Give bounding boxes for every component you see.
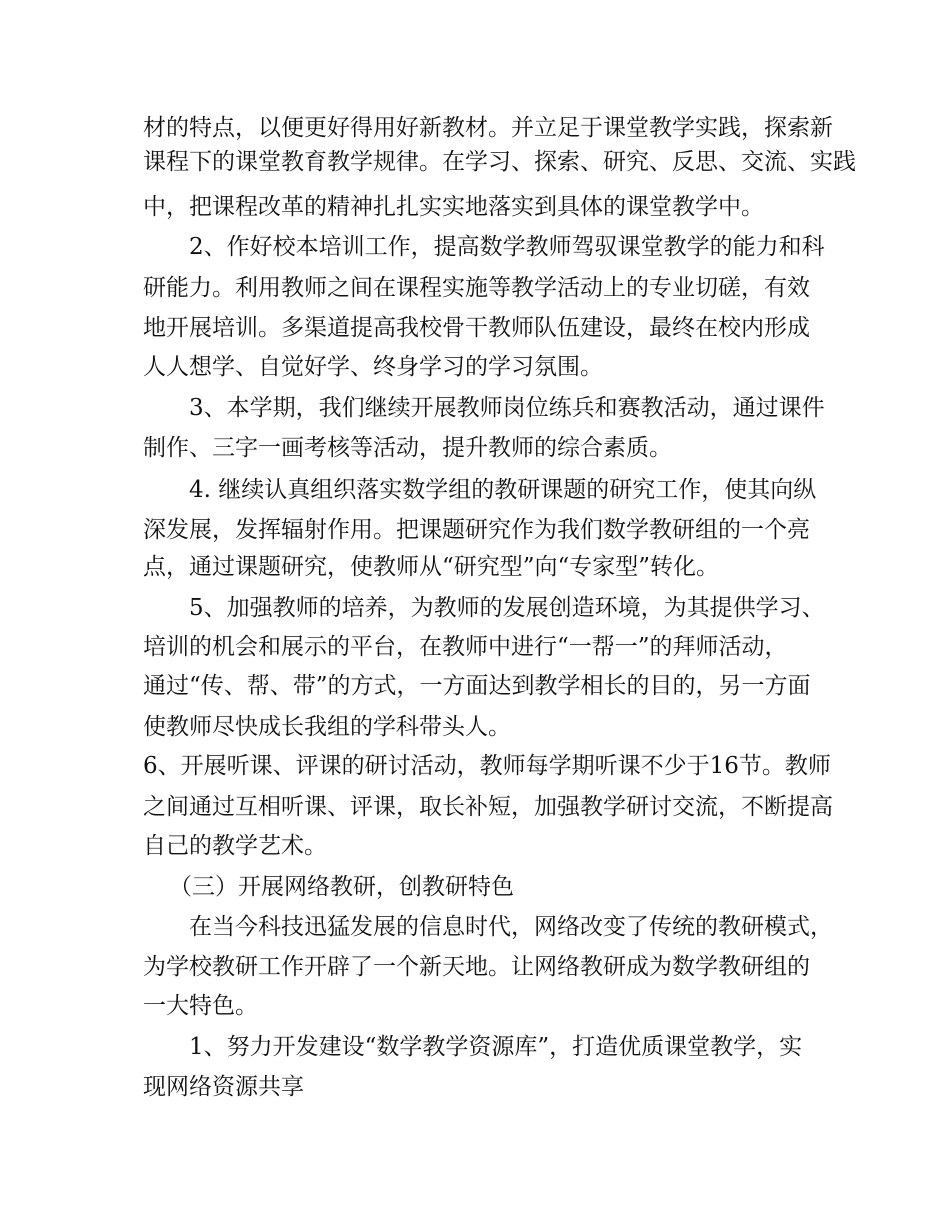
text-line: 培训的机会和展示的平台，在教师中进行“一帮一”的拜师活动， — [143, 634, 788, 660]
text-line: 课程下的课堂教育教学规律。在学习、探索、研究、反思、交流、实践 — [143, 149, 856, 175]
text-line: 地开展培训。多渠道提高我校骨干教师队伍建设，最终在校内形成 — [143, 315, 810, 341]
text-line: 在当今科技迅猛发展的信息时代，网络改变了传统的教研模式， — [189, 914, 833, 940]
text-line: 研能力。利用教师之间在课程实施等教学活动上的专业切磋，有效 — [143, 275, 810, 301]
text-line: 4. 继续认真组织落实数学组的教研课题的研究工作，使其向纵 — [189, 477, 817, 503]
text-line: 中，把课程改革的精神扎扎实实地落实到具体的课堂教学中。 — [143, 194, 764, 220]
text-line: 之间通过互相听课、评课，取长补短，加强教学研讨交流，不断提高 — [143, 794, 833, 820]
text-line: 1、努力开发建设“数学教学资源库”，打造优质课堂教学，实 — [189, 1034, 803, 1060]
text-line: 3、本学期，我们继续开展教师岗位练兵和赛教活动，通过课件 — [189, 395, 825, 421]
text-line: 使教师尽快成长我组的学科带头人。 — [143, 714, 511, 740]
text-line: 5、加强教师的培养，为教师的发展创造环境，为其提供学习、 — [189, 595, 825, 621]
text-line: 点，通过课题研究，使教师从“研究型”向“专家型”转化。 — [143, 554, 720, 580]
text-line: 2、作好校本培训工作，提高数学教师驾驭课堂教学的能力和科 — [189, 234, 825, 260]
text-line: 通过“传、帮、带”的方式，一方面达到教学相长的目的，另一方面 — [143, 673, 811, 699]
text-line: 现网络资源共享 — [143, 1074, 304, 1100]
text-line: 深发展，发挥辐射作用。把课题研究作为我们数学教研组的一个亮 — [143, 517, 810, 543]
text-line: 自己的教学艺术。 — [143, 833, 327, 859]
text-line: 材的特点，以便更好得用好新教材。并立足于课堂教学实践，探索新 — [143, 115, 833, 141]
text-line: 为学校教研工作开辟了一个新天地。让网络教研成为数学教研组的 — [143, 954, 810, 980]
section-heading: （三）开展网络教研，创教研特色 — [169, 874, 514, 900]
text-line: 人人想学、自觉好学、终身学习的学习氛围。 — [143, 354, 603, 380]
text-line: 制作、三字一画考核等活动，提升教师的综合素质。 — [143, 435, 672, 461]
text-line: 6、开展听课、评课的研讨活动，教师每学期听课不少于16节。教师 — [143, 753, 831, 779]
text-line: 一大特色。 — [143, 993, 258, 1019]
